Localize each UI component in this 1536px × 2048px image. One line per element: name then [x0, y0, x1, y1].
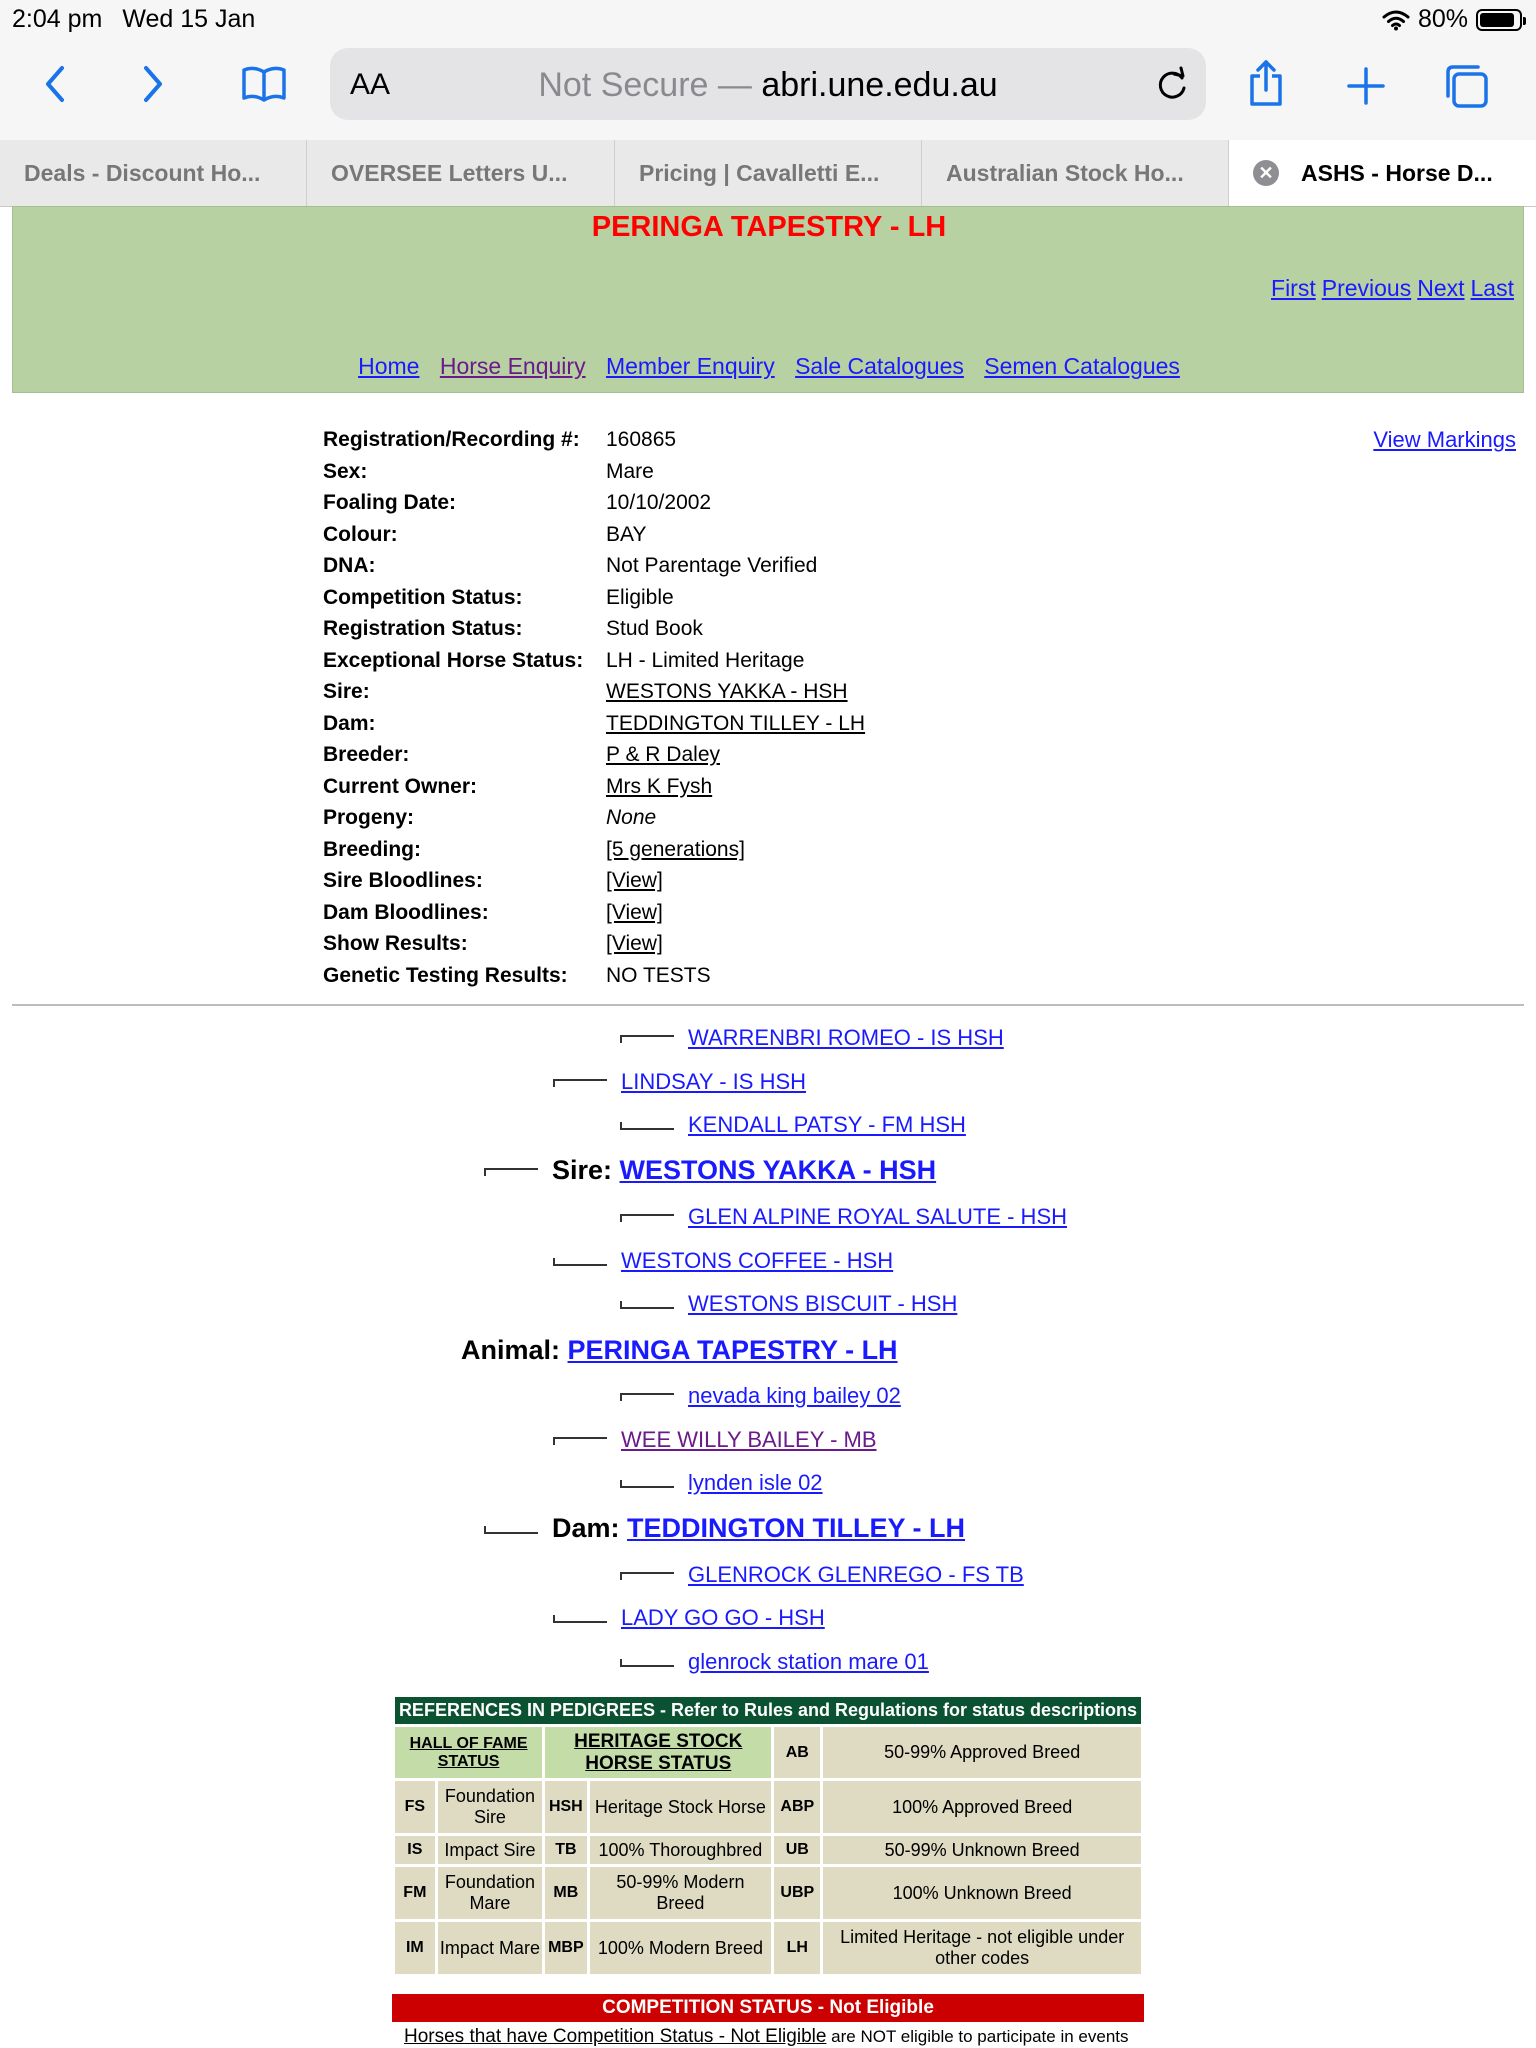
pedigree-connector	[553, 1437, 607, 1445]
pedigree-ds-sire	[620, 1383, 901, 1409]
pedigree-ds-dam	[620, 1470, 823, 1496]
pedigree-sire	[484, 1155, 936, 1186]
pedigree-ss-dam	[620, 1112, 966, 1138]
detail-label: Dam:	[323, 711, 376, 735]
wifi-icon	[1382, 9, 1410, 31]
references-table	[392, 1694, 1144, 1977]
detail-value: 160865	[606, 428, 677, 451]
ref-description: 100% Modern Breed	[590, 1922, 772, 1974]
pedigree-animal	[461, 1335, 898, 1366]
last-link[interactable]: Last	[1470, 275, 1514, 301]
ref-description: 50-99% Modern Breed	[590, 1867, 772, 1919]
pedigree-connector	[553, 1258, 607, 1266]
detail-label: Progeny:	[323, 806, 415, 829]
pedigree-s-dam	[553, 1248, 893, 1274]
ref-description: Limited Heritage - not eligible under other codes	[823, 1922, 1141, 1974]
detail-label: Colour:	[323, 522, 398, 546]
detail-label: Breeder:	[323, 743, 410, 766]
pedigree-connector	[620, 1214, 674, 1222]
pedigree-dam	[484, 1513, 965, 1544]
show-results-link[interactable]: [View]	[606, 932, 663, 955]
references-header: REFERENCES IN PEDIGREES - Refer to Rules and Regulations for status descriptions	[395, 1697, 1141, 1724]
pedigree-connector	[620, 1659, 674, 1667]
page-title: PERINGA TAPESTRY - LH	[591, 211, 947, 243]
detail-label: Dam Bloodlines:	[323, 900, 489, 924]
detail-label: DNA:	[323, 554, 376, 577]
ref-description: 50-99% Unknown Breed	[823, 1836, 1141, 1864]
pedigree-connector	[620, 1480, 674, 1488]
pedigree-connector	[620, 1122, 674, 1130]
owner-link[interactable]: Mrs K Fysh	[606, 774, 713, 798]
battery-percentage: 80%	[1417, 5, 1468, 33]
pedigree-d-sire	[553, 1427, 877, 1453]
url-domain: abri.une.edu.au	[761, 66, 998, 104]
status-time: 2:04 pm	[12, 5, 103, 33]
view-markings-link[interactable]: View Markings	[1373, 427, 1516, 452]
tab-label: Deals - Discount Ho...	[24, 160, 261, 186]
ref-description: 50-99% Approved Breed	[823, 1727, 1141, 1778]
nav-horse-enquiry[interactable]: Horse Enquiry	[439, 353, 586, 379]
ref-description: Heritage Stock Horse	[590, 1781, 772, 1833]
pedigree-dd-sire	[620, 1562, 1024, 1588]
pedigree-sire-label: Sire:	[552, 1155, 613, 1185]
competition-note-text: are NOT eligible to participate in events	[826, 2027, 1129, 2046]
ref-code: AB	[774, 1727, 820, 1778]
aa-label: AA	[350, 68, 391, 101]
sire-link[interactable]: WESTONS YAKKA - HSH	[606, 680, 848, 703]
forward-icon[interactable]	[138, 64, 168, 104]
detail-label: Sex:	[323, 459, 368, 483]
pedigree-ss-sire	[620, 1025, 1004, 1051]
nav-home[interactable]: Home	[358, 353, 420, 379]
pedigree-dd-dam	[620, 1649, 929, 1675]
pedigree-connector	[620, 1393, 674, 1401]
tab-label: Australian Stock Ho...	[946, 160, 1184, 186]
nav-member-enquiry[interactable]: Member Enquiry	[605, 353, 775, 379]
detail-value: Stud Book	[606, 617, 703, 640]
pedigree-link[interactable]: GLEN ALPINE ROYAL SALUTE - HSH	[688, 1204, 1068, 1229]
hall-of-fame-header: HALL OF FAME STATUS	[395, 1727, 542, 1778]
reload-icon[interactable]	[1154, 64, 1190, 102]
address-bar[interactable]	[330, 48, 1206, 120]
battery-icon	[1476, 9, 1522, 31]
url-display[interactable]	[330, 66, 1206, 105]
detail-value: LH - Limited Heritage	[606, 648, 805, 672]
detail-value: Not Parentage Verified	[606, 554, 818, 577]
detail-label: Show Results:	[323, 932, 468, 955]
page-header	[12, 206, 1524, 393]
pedigree-connector	[620, 1572, 674, 1580]
tab-bar	[0, 140, 1536, 207]
detail-label: Breeding:	[323, 837, 422, 861]
pedigree-animal-link[interactable]: PERINGA TAPESTRY - LH	[567, 1335, 898, 1365]
competition-status-banner: COMPETITION STATUS - Not Eligible	[392, 1994, 1144, 2022]
ref-code: MB	[545, 1867, 586, 1919]
previous-link[interactable]: Previous	[1321, 275, 1412, 301]
ref-code: HSH	[545, 1781, 586, 1833]
tab-label: ASHS - Horse D...	[1301, 160, 1493, 186]
pedigree-sd-dam	[620, 1291, 957, 1317]
pedigree-connector	[620, 1301, 674, 1309]
pedigree-dam-link[interactable]: TEDDINGTON TILLEY - LH	[627, 1513, 966, 1543]
pedigree-connector	[620, 1035, 674, 1043]
pedigree-dam-label: Dam:	[552, 1513, 620, 1543]
ref-code: IS	[395, 1836, 435, 1864]
ref-code: UBP	[774, 1867, 820, 1919]
pedigree-link[interactable]: KENDALL PATSY - FM HSH	[688, 1112, 966, 1137]
ref-description: Foundation Sire	[438, 1781, 542, 1833]
pedigree-link[interactable]: nevada king bailey 02	[688, 1383, 901, 1408]
detail-label: Sire:	[323, 680, 370, 703]
detail-value: BAY	[606, 522, 647, 546]
tab-australian-stock-horse[interactable]	[922, 140, 1229, 206]
dam-bloodlines-link[interactable]: [View]	[606, 900, 663, 924]
pedigree-link[interactable]: WARRENBRI ROMEO - IS HSH	[688, 1025, 1004, 1050]
ref-code: ABP	[774, 1781, 820, 1833]
ref-description: Impact Mare	[438, 1922, 542, 1974]
nav-sale-catalogues[interactable]: Sale Catalogues	[795, 353, 964, 379]
next-link[interactable]: Next	[1417, 275, 1465, 301]
bookmarks-icon[interactable]	[240, 64, 288, 104]
record-pager	[1265, 275, 1514, 302]
ref-description: 100% Thoroughbred	[590, 1836, 772, 1864]
sire-bloodlines-link[interactable]: [View]	[606, 869, 663, 892]
tab-deals[interactable]	[0, 140, 307, 206]
detail-value: Mare	[606, 459, 654, 483]
pedigree-link[interactable]: WESTONS COFFEE - HSH	[621, 1248, 894, 1273]
detail-label: Current Owner:	[323, 774, 478, 798]
dam-link[interactable]: TEDDINGTON TILLEY - LH	[606, 711, 866, 735]
detail-label: Genetic Testing Results:	[323, 963, 568, 987]
heritage-status-header: HERITAGE STOCK HORSE STATUS	[545, 1727, 771, 1778]
pedigree-sire-link[interactable]: WESTONS YAKKA - HSH	[619, 1155, 937, 1185]
pedigree-s-sire	[553, 1069, 806, 1095]
ref-code: LH	[774, 1922, 820, 1974]
detail-label: Foaling Date:	[323, 491, 457, 514]
breeding-link[interactable]: [5 generations]	[606, 837, 745, 861]
main-nav	[13, 353, 1525, 380]
tab-oversee[interactable]	[307, 140, 615, 206]
pedigree-link[interactable]: LINDSAY - IS HSH	[621, 1069, 807, 1094]
tab-label: Pricing | Cavalletti E...	[639, 160, 880, 186]
detail-value: NO TESTS	[606, 963, 711, 987]
nav-semen-catalogues[interactable]: Semen Catalogues	[984, 353, 1180, 379]
detail-value: 10/10/2002	[606, 491, 712, 514]
tab-label: OVERSEE Letters U...	[331, 160, 568, 186]
pedigree-link[interactable]: lynden isle 02	[688, 1470, 823, 1495]
tabs-overview-icon[interactable]	[1442, 62, 1492, 112]
close-tab-icon[interactable]: ✕	[1253, 160, 1279, 186]
pedigree-link[interactable]: GLENROCK GLENREGO - FS TB	[688, 1562, 1024, 1587]
pedigree-sd-sire	[620, 1204, 1067, 1230]
pedigree-connector	[484, 1526, 538, 1534]
ref-code: FS	[395, 1781, 435, 1833]
pedigree-d-dam	[553, 1605, 825, 1631]
competition-note-underlined: Horses that have Competition Status - Not Eligible	[404, 2026, 827, 2047]
ref-code: FM	[395, 1867, 435, 1919]
detail-value: Eligible	[606, 585, 674, 609]
pedigree-connector	[553, 1079, 607, 1087]
pedigree-link[interactable]: glenrock station mare 01	[688, 1649, 929, 1674]
pedigree-connector	[484, 1168, 538, 1176]
breeder-link[interactable]: P & R Daley	[606, 743, 720, 766]
ref-description: 100% Unknown Breed	[823, 1867, 1141, 1919]
detail-label: Exceptional Horse Status:	[323, 648, 584, 672]
status-bar	[0, 0, 1536, 40]
competition-note	[404, 2026, 1129, 2048]
new-tab-icon[interactable]	[1346, 66, 1386, 106]
ref-code: UB	[774, 1836, 820, 1864]
ref-code: MBP	[545, 1922, 586, 1974]
detail-label: Registration/Recording #:	[323, 428, 580, 451]
not-secure-label: Not Secure —	[538, 66, 752, 104]
pedigree-link[interactable]: LADY GO GO - HSH	[621, 1605, 825, 1630]
ref-code: TB	[545, 1836, 586, 1864]
browser-toolbar	[0, 40, 1536, 140]
detail-label: Sire Bloodlines:	[323, 869, 483, 892]
status-date: Wed 15 Jan	[122, 5, 256, 33]
pedigree-connector	[553, 1615, 607, 1623]
pedigree-animal-label: Animal:	[461, 1335, 561, 1365]
ref-description: Impact Sire	[438, 1836, 542, 1864]
detail-label: Competition Status:	[323, 585, 523, 609]
detail-value: None	[606, 806, 657, 829]
first-link[interactable]: First	[1271, 275, 1316, 301]
divider	[12, 1004, 1524, 1006]
ref-description: Foundation Mare	[438, 1867, 542, 1919]
tab-pricing[interactable]	[615, 140, 922, 206]
pedigree-link[interactable]: WEE WILLY BAILEY - MB	[621, 1427, 877, 1452]
ref-description: 100% Approved Breed	[823, 1781, 1141, 1833]
back-icon[interactable]	[40, 64, 70, 104]
tab-ashs-horse[interactable]	[1229, 140, 1536, 206]
ref-code: IM	[395, 1922, 435, 1974]
share-icon[interactable]	[1246, 58, 1286, 108]
pedigree-link[interactable]: WESTONS BISCUIT - HSH	[688, 1291, 958, 1316]
detail-label: Registration Status:	[323, 617, 523, 640]
